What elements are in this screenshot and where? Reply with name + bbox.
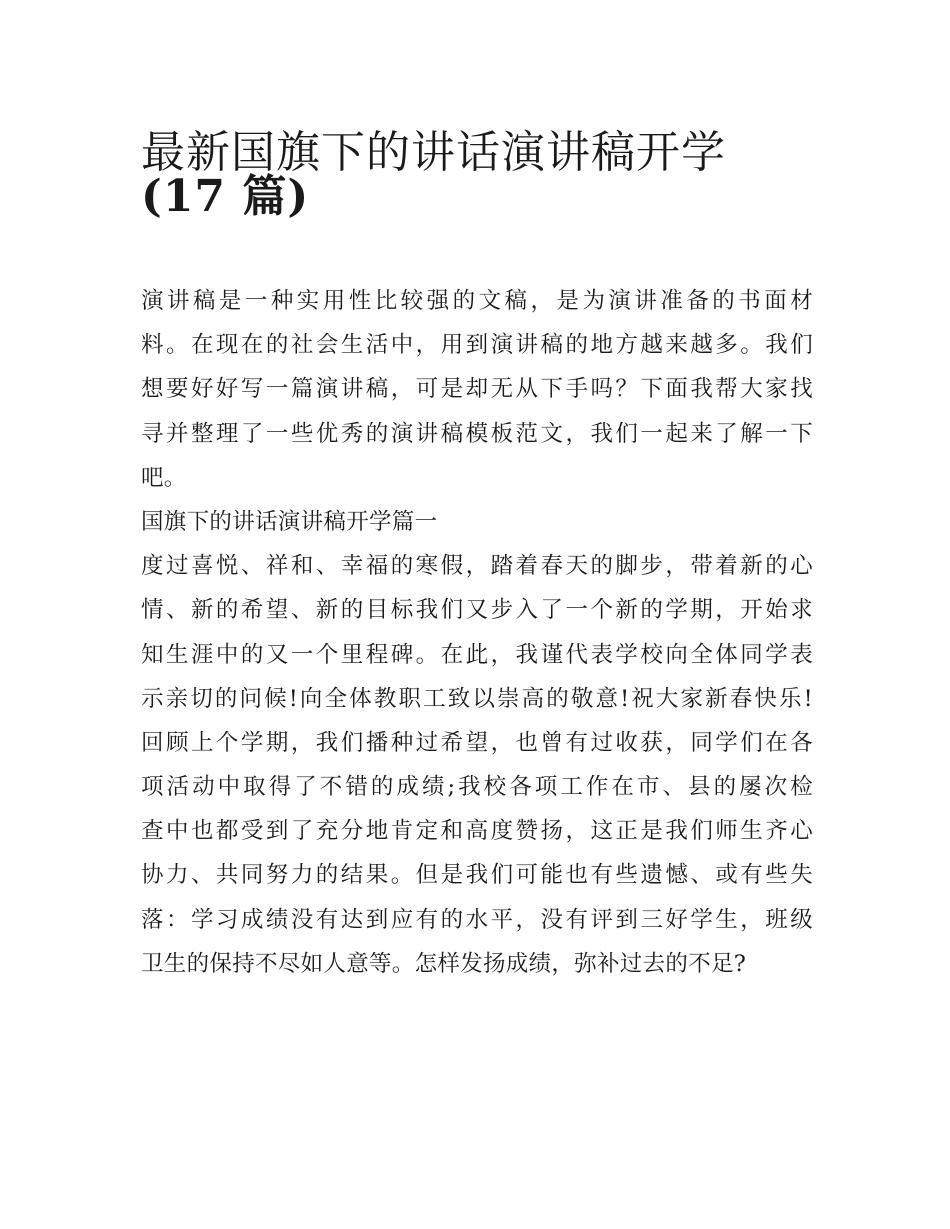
section-line: 协力、共同努力的结果。但是我们可能也有些遗憾、或有些失 [141, 862, 813, 889]
intro-line: 料。在现在的社会生活中，用到演讲稿的地方越来越多。我们 [141, 332, 813, 359]
section-line: 查中也都受到了充分地肯定和高度赞扬，这正是我们师生齐心 [141, 818, 813, 845]
title-line-1: 最新国旗下的讲话演讲稿开学 [141, 127, 726, 178]
title-line-2: (17 篇) [141, 171, 310, 223]
section-heading: 国旗下的讲话演讲稿开学篇一 [141, 508, 438, 535]
section-line: 度过喜悦、祥和、幸福的寒假，踏着春天的脚步，带着新的心 [141, 553, 813, 580]
section-line: 知生涯中的又一个里程碑。在此，我谨代表学校向全体同学表 [141, 641, 813, 668]
section-line: 回顾上个学期，我们播种过希望，也曾有过收获，同学们在各 [141, 729, 813, 756]
intro-line: 演讲稿是一种实用性比较强的文稿，是为演讲准备的书面材 [141, 288, 813, 314]
intro-line: 寻并整理了一些优秀的演讲稿模板范文，我们一起来了解一下 [141, 420, 813, 447]
section-line: 项活动中取得了不错的成绩;我校各项工作在市、县的屡次检 [141, 774, 813, 801]
section-line: 示亲切的问候!向全体教职工致以崇高的敬意!祝大家新春快乐! [141, 685, 813, 712]
section-line: 落：学习成绩没有达到应有的水平，没有评到三好学生，班级 [141, 906, 813, 933]
document-body [141, 279, 813, 986]
section-line: 情、新的希望、新的目标我们又步入了一个新的学期，开始求 [141, 597, 813, 624]
document-title [141, 113, 821, 223]
intro-line: 吧。 [141, 464, 187, 491]
intro-line: 想要好好写一篇演讲稿，可是却无从下手吗？下面我帮大家找 [141, 376, 813, 403]
section-line: 卫生的保持不尽如人意等。怎样发扬成绩，弥补过去的不足? [141, 950, 747, 977]
